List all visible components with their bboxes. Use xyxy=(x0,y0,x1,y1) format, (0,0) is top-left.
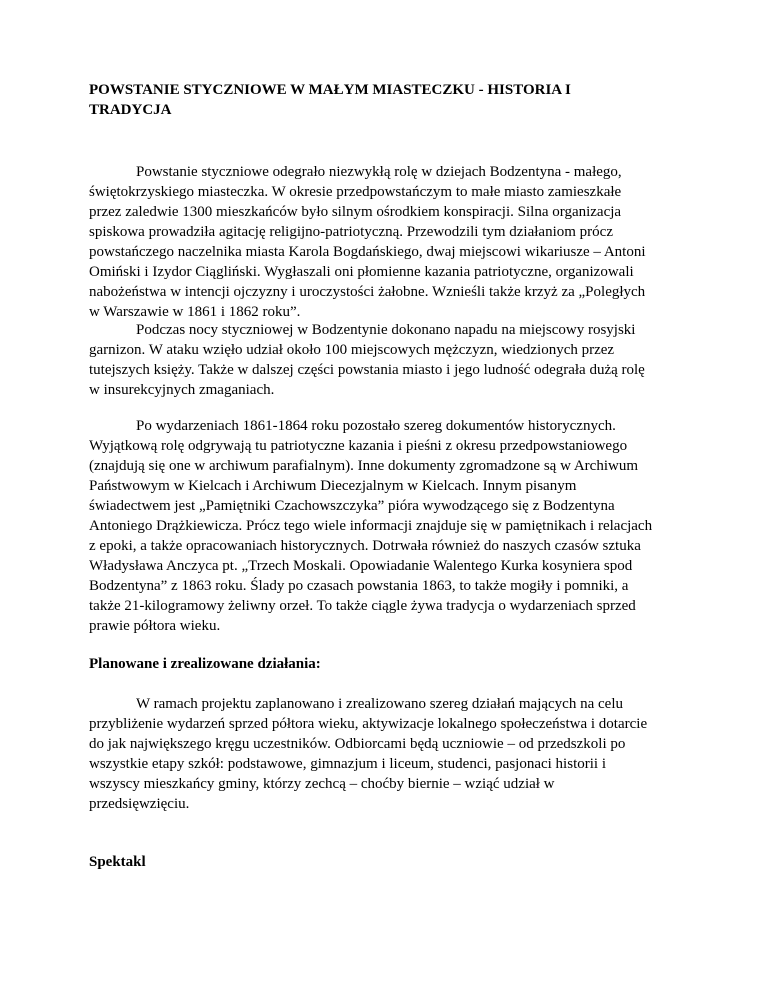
text-line: przybliżenie wydarzeń sprzed półtora wieku, aktywizacje lokalnego społeczeństwa i dotarcie xyxy=(89,716,648,732)
title-line: POWSTANIE STYCZNIOWE W MAŁYM MIASTECZKU - HISTORIA I xyxy=(89,82,571,98)
text-line: W ramach projektu zaplanowano i zrealizowano szereg działań mających na celu xyxy=(136,696,623,712)
text-line: Bodzentyna” z 1863 roku. Ślady po czasach powstania 1863, to także mogiły i pomniki, a xyxy=(89,578,629,594)
text-line: także 21-kilogramowy żeliwny orzeł. To także ciągle żywa tradycja o wydarzeniach sprzed xyxy=(89,598,636,614)
section-heading-activities: Planowane i zrealizowane działania: xyxy=(89,656,321,672)
text-line: powstańczego naczelnika miasta Karola Bogdańskiego, dwaj miejscowi wikariusze – Antoni xyxy=(89,244,646,260)
text-line: do jak największego kręgu uczestników. Odbiorcami będą uczniowie – od przedszkoli po xyxy=(89,736,626,752)
text-line: Powstanie styczniowe odegrało niezwykłą rolę w dziejach Bodzentyna - małego, xyxy=(136,164,622,180)
text-line: przedsięwzięciu. xyxy=(89,796,190,812)
text-line: Podczas nocy styczniowej w Bodzentynie dokonano napadu na miejscowy rosyjski xyxy=(136,322,636,338)
paragraph-january-night xyxy=(89,320,692,400)
text-line: wszyscy mieszkańcy gminy, którzy zechcą – choćby biernie – wziąć udział w xyxy=(89,776,555,792)
text-line: świętokrzyskiego miasteczka. W okresie przedpowstańczym to małe miasto zamieszkałe xyxy=(89,184,622,200)
text-line: Omiński i Izydor Ciągliński. Wygłaszali oni płomienne kazania patriotyczne, organizowali xyxy=(89,264,634,280)
text-line: (znajdują się one w archiwum parafialnym). Inne dokumenty zgromadzone są w Archiwum xyxy=(89,458,638,474)
text-line: w insurekcyjnych zmaganiach. xyxy=(89,382,275,398)
paragraph-history-intro xyxy=(89,162,692,322)
section-heading-spektakl: Spektakl xyxy=(89,854,146,870)
text-line: Państwowym w Kielcach i Archiwum Diecezjalnym w Kielcach. Innym pisanym xyxy=(89,478,577,494)
text-line: tutejszych księży. Także w dalszej części powstania miasto i jego ludność odegrała dużą rolę xyxy=(89,362,645,378)
title-line: TRADYCJA xyxy=(89,102,172,118)
text-line: nabożeństwa w intencji ojczyzny i uroczystości żałobne. Wznieśli także krzyż za „Poległych xyxy=(89,284,646,300)
text-line: Władysława Anczyca pt. „Trzech Moskali. Opowiadanie Walentego Kurka kosyniera spod xyxy=(89,558,633,574)
paragraph-documents xyxy=(89,416,692,636)
text-line: garnizon. W ataku wzięło udział około 100 miejscowych mężczyzn, wiedzionych przez xyxy=(89,342,615,358)
text-line: spiskowa prowadziła agitację religijno-patriotyczną. Przewodzili tym działaniom prócz xyxy=(89,224,613,240)
document-title xyxy=(89,80,689,120)
text-line: prawie półtora wieku. xyxy=(89,618,221,634)
text-line: w Warszawie w 1861 i 1862 roku”. xyxy=(89,304,301,320)
paragraph-activities xyxy=(89,694,692,814)
text-line: Po wydarzeniach 1861-1864 roku pozostało szereg dokumentów historycznych. xyxy=(136,418,616,434)
text-line: przez zaledwie 1300 mieszkańców było silnym ośrodkiem konspiracji. Silna organizacja xyxy=(89,204,622,220)
text-line: z epoki, a także opracowaniach historycznych. Dotrwała również do naszych czasów sztuka xyxy=(89,538,641,554)
text-line: wszystkie etapy szkół: podstawowe, gimnazjum i liceum, studenci, pasjonaci historii i xyxy=(89,756,606,772)
text-line: świadectwem jest „Pamiętniki Czachowszczyka” pióra wywodzącego się z Bodzentyna xyxy=(89,498,615,514)
text-line: Wyjątkową rolę odgrywają tu patriotyczne kazania i pieśni z okresu przedpowstaniowego xyxy=(89,438,628,454)
text-line: Antoniego Drążkiewicza. Prócz tego wiele informacji znajduje się w pamiętnikach i relacjach xyxy=(89,518,653,534)
